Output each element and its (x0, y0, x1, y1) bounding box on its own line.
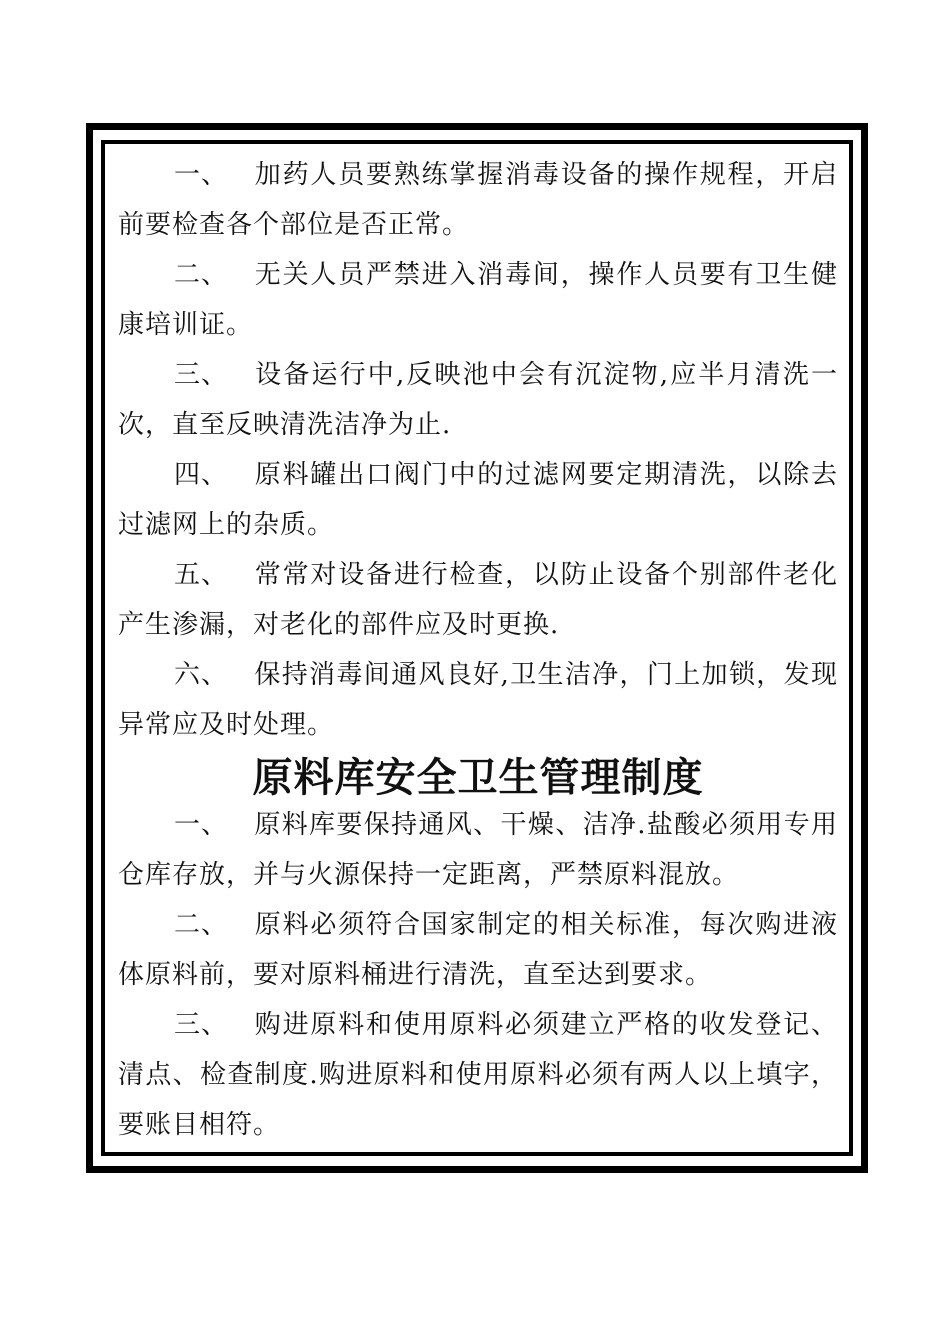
list-item (118, 350, 838, 450)
list-item (118, 650, 838, 750)
item-number: 一、 (174, 160, 229, 190)
item-text: 无关人员严禁进入消毒间，操作人员要有卫生健康培训证。 (118, 260, 838, 340)
item-text: 常常对设备进行检查，以防止设备个别部件老化产生渗漏，对老化的部件应及时更换. (118, 560, 838, 640)
item-number: 一、 (174, 810, 229, 840)
item-number: 五、 (174, 560, 229, 590)
item-number: 三、 (174, 360, 229, 390)
item-text: 购进原料和使用原料必须建立严格的收发登记、清点、检查制度.购进原料和使用原料必须有两人以上填字，要账目相符。 (118, 1010, 838, 1140)
item-number: 四、 (174, 460, 229, 490)
item-number: 二、 (174, 910, 229, 940)
item-number: 六、 (174, 660, 229, 690)
section-title: 原料库安全卫生管理制度 (252, 754, 704, 801)
item-text: 设备运行中,反映池中会有沉淀物,应半月清洗一次，直至反映清洗洁净为止. (118, 360, 838, 440)
item-text: 原料罐出口阀门中的过滤网要定期清洗，以除去过滤网上的杂质。 (118, 460, 838, 540)
list-item (118, 250, 838, 350)
list-item (118, 150, 838, 250)
item-text: 加药人员要熟练掌握消毒设备的操作规程，开启前要检查各个部位是否正常。 (118, 160, 838, 240)
list-item (118, 900, 838, 1000)
item-text: 保持消毒间通风良好,卫生洁净，门上加锁，发现异常应及时处理。 (118, 660, 838, 740)
item-text: 原料必须符合国家制定的相关标准，每次购进液体原料前，要对原料桶进行清洗，直至达到要求。 (118, 910, 838, 990)
list-item (118, 1000, 838, 1150)
list-item (118, 800, 838, 900)
item-number: 三、 (174, 1010, 229, 1040)
list-item (118, 450, 838, 550)
item-number: 二、 (174, 260, 229, 290)
list-item (118, 550, 838, 650)
item-text: 原料库要保持通风、干燥、洁净.盐酸必须用专用仓库存放，并与火源保持一定距离，严禁原料混放。 (118, 810, 838, 890)
document-body (118, 150, 838, 1150)
